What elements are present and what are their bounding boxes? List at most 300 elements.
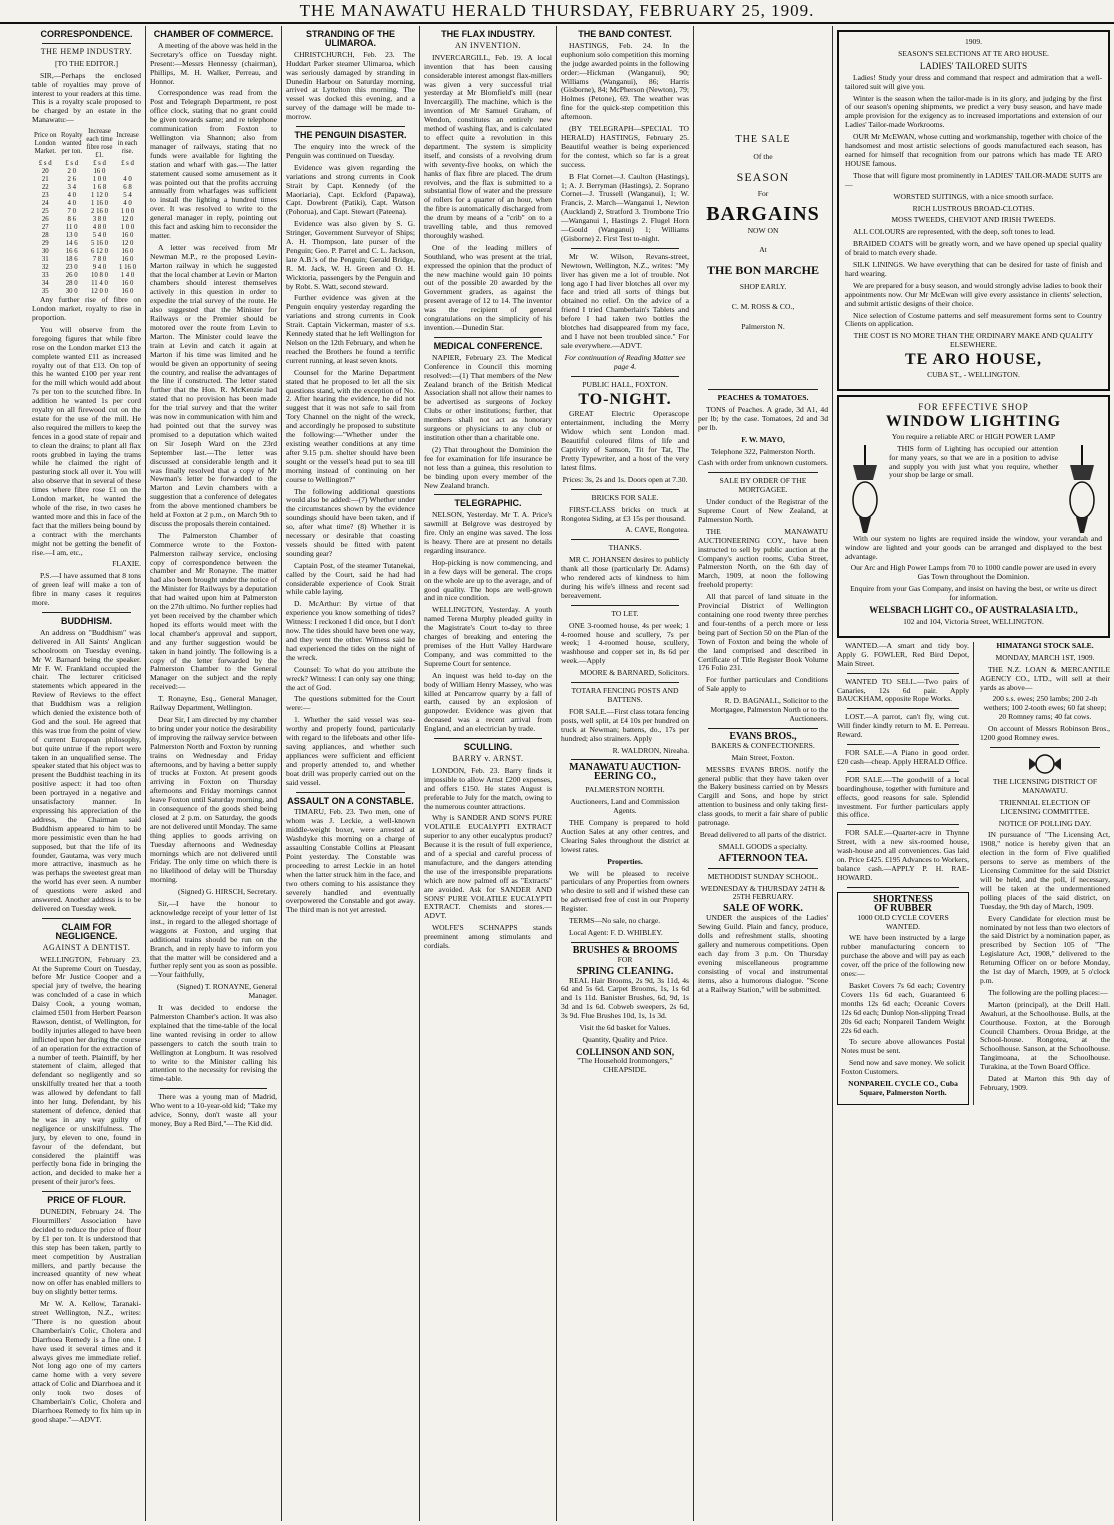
royalty-cell: £ s d — [65, 160, 79, 168]
auction-terms: TERMS—No sale, no charge. — [569, 916, 661, 926]
rule — [571, 605, 679, 606]
royalty-cell: 28 0 — [65, 280, 78, 288]
classified-4: FOR SALE.—A Piano in good order. £20 cash—cheap. Apply HERALD Office. — [837, 748, 969, 766]
rule — [434, 494, 542, 495]
mortgagee-p2: THE MANAWATU AUCTIONEERING COY., have been instructed to sell by public auction at the Company's auction rooms, Cuba Street, Palmerston North, on the 6th day of March, 1909, at noon the following freehold property: — [698, 526, 828, 590]
royalty-cell: 2 6 — [67, 176, 76, 184]
royalty-cell: 6 12 0 — [90, 248, 108, 256]
stranding-p: CHRISTCHURCH, Feb. 23. The Huddart Parker steamer Ulimaroa, which was seriously damaged by stranding in Dunedin Harbour on Saturday morning, arrived at Lyttelton this morning. The vessel was docked this evening, and a survey of the damage will be made to-morrow. — [286, 49, 415, 122]
telegraphic-p6: Hop-picking is now commencing, and in a few days will be general. The crops on the whole are up to the average, and of good quality. The hops are well-grown and in nice condition. — [424, 557, 552, 603]
welsbach-c: You require a reliable ARC or HIGH POWER LAMP — [891, 431, 1056, 441]
heading-assault: ASSAULT ON A CONSTABLE. — [287, 795, 414, 806]
rubber-a: SHORTNESS — [873, 893, 933, 905]
kellow-ad: Mr W. A. Kellow, Taranaki-street Wellington, N.Z., writes: "There is no question about Chamberlain's Colic, Cholera and Diarrhoea Remedy is a fine one. I have used it several times and it always gives me immediate relief. Not long ago one of my carters came home with a very severe attack of Colic and Diarrhoea and it only took two doses of Chamberlain's Colic, Cholera and Diarrhoea Remedy to fix him up in good shape."—ADVT. — [32, 1299, 141, 1424]
rule — [296, 126, 405, 127]
column-3 — [282, 26, 420, 1521]
penguin-p7: The following additional questions would also be added:—(7) Whether under the circumstances shown by the evidence soundings should have been taken, and if so, after what time? (8) Whether it is necessary or desirable that coasting vessels should be fitted with patent sounding gear? — [286, 486, 415, 558]
penguin-p11: The questions submitted for the Court were:— — [286, 694, 415, 713]
mortgagee-p3: All that parcel of land situate in the Provincial District of Wellington containing one rood twenty three perches and four-tenths of a perch more or less being part of Section 50 on the Plan of the Town of Foxton and being the whole of the land comprised and described in Certificate of Title Register Book Volume 176 Folio 231. — [698, 592, 828, 673]
eucalypti-ad: Why is SANDER AND SON'S PURE VOLATILE EUCALYPTI EXTRACT superior to any other eucalyptus product? Because it is the result of full experience, and of a special and careful process of manufacture, and the dangers attending the use of the irresponsible preparations which are now palmed off as "Extracts" are avoided. Ask for SANDER AND SONS' PURE VOLATILE EUCALYPTI EXTRACT. Chemists and stores.—ADVT. — [424, 813, 552, 921]
wilson-ad: Mr W. Wilson, Revans-street, Newtown, Wellington, N.Z., writes: "My liver has given me a lot of trouble. Not long ago I had liver blotches all over my face and tried all sorts of things but obtained no relief. On the advice of a friend I tried Chamberlain's Tablets and before I had taken two bottles the blotches had disappeared from my face, and I have not been troubled since." For sale everywhere.—ADVT. — [561, 251, 689, 350]
classified-2: WANTED TO SELL.—Two pairs of Canaries, 12s 6d pair. Apply BAUCKHAM, opposite Rope Works. — [837, 676, 969, 704]
medical-p3: NAPIER, February 23. The Medical Conference in Council this morning resolved:—(1) That members of the New Zealand branch of the British Medical Association shall not allow their names to be advertised as surgeons of Jockey Clubs or other institutions; further, that members shall not act as honorary surgeons or physicians to any club or institution other than a charitable one. — [424, 352, 552, 442]
auction-body2: We will be pleased to receive particulars of any Properties from owners who desire to sell and if wished these can be advertised free of cost in our Property Register. — [561, 868, 689, 914]
royalty-header: Increase each time fibre rose £1. — [86, 128, 113, 160]
rule — [847, 824, 959, 825]
evans-sub: BAKERS & CONFECTIONERS. — [711, 740, 815, 750]
collinson-sub: "The Household Ironmongers," CHEAPSIDE. — [577, 1055, 673, 1074]
royalty-cell: 26 0 — [65, 272, 78, 280]
masthead: THE MANAWATU HERALD THURSDAY, FEBRUARY 25, 1909. — [0, 0, 1114, 24]
rule — [708, 728, 818, 729]
band-p1: HASTINGS, Feb. 24. In the euphonium solo competition this morning the judge awarded points in the following order:—Hickman (Wanganui), 90; Williams (Wanganui), 86; Harris (Gisborne), 84; McPherson (Newton), 79; Holmes (Petone), 69. The weather was fine for the quick-step competition this afternoon. — [561, 40, 689, 122]
royalty-cell: 1 12 0 — [90, 192, 108, 200]
royalty-cell: 28 — [41, 232, 49, 240]
schnapps-ad: WOLFE'S SCHNAPPS stands preeminent among stimulants and cordials. — [424, 923, 552, 951]
heading-chamber: CHAMBER OF COMMERCE. — [153, 29, 274, 39]
auction-title: MANAWATU AUCTION-EERING CO., — [569, 762, 681, 783]
royalty-cell: 1 16 0 — [90, 200, 108, 208]
royalty-cell: 24 — [41, 200, 49, 208]
royalty-header: Increase in each rise. — [116, 132, 139, 156]
heading-sculling: SCULLING. — [463, 742, 513, 753]
rule — [571, 759, 679, 760]
sale-season: SEASON — [736, 169, 790, 184]
penguin-p3: Evidence was given regarding the variations and strong currents in Cook Strait by Capt. Kennedy (of the Maoriaria), Capt. Eckford (Papawa), Capt. Dowbrent (Patiki), Capt. Watson (Pohorua), and Capt. Stewart (Pateena). — [286, 162, 415, 217]
royalty-cell: 5 4 — [123, 192, 132, 200]
royalty-row — [32, 264, 141, 272]
classified-1: WANTED.—A smart and tidy boy. Apply G. FOWLER, Red Bird Depot, Main Street. — [837, 640, 969, 668]
ross-co: C. M. ROSS & CO., — [731, 302, 795, 312]
classified-3: LOST.—A parrot, can't fly, wing cut. Will finder kindly return to M. E. Perreau. Reward. — [837, 712, 969, 740]
royalty-cell: 30 0 — [65, 288, 78, 296]
welsbach-d: THIS form of Lighting has occupied our attention for many years, so that we are in a position to advise and supply you with just what you require, whether your shop be large or small. — [889, 443, 1058, 480]
classifieds — [837, 642, 974, 1105]
royalty-cell: 22 — [41, 184, 49, 192]
rubber-f: To secure above allowances Postal Notes must be sent. — [841, 1037, 965, 1056]
royalty-cell: 31 — [41, 256, 49, 264]
rule — [847, 744, 959, 745]
himatangi-d: 200 s.s. ewes; 250 lambs; 200 2-th wethers; 100 2-tooth ewes; 60 fat sheep; 20 Romney rams; 40 fat cows. — [983, 694, 1107, 722]
rule — [571, 539, 679, 540]
rule — [708, 389, 818, 390]
royalty-cell: 12 0 0 — [90, 288, 108, 296]
heading-buddhism: BUDDHISM. — [61, 615, 112, 626]
chamber-p3: A letter was received from Mr Newman M.P., re the proposed Levin-Marton railway in which he suggested that the local chamber at Levin or Marton chambers should interest themselves actively in this question in order to expedite the trial survey of the route. He also suggested that the Minister for Railways or the Premier should be motored over the route from Levin to Marton. The Minister could leave the train at Levin and catch it again at Marton if his time was limited and he would be given an opportunity of seeing the country, and realise the advantages of the line if constructed. The letter stated further that the Hon. R. McKenzie had stated that no provision has been made for the trial survey and that the writer was now in communication with him and had pointed out that the survey was promised to a deputation which waited on Sir Joseph Ward on the 23rd September last.—The letter was discussed at considerable length and it was finally resolved that a copy of Mr Newman's letter be forwarded to the Marton and Levin chambers with a suggestion that a conference of delegates from the above mentioned chambers be held at Foxton at 2 p.m., on March 9th to discuss the proposals therein contained. — [150, 242, 277, 528]
mayo-name: F. W. MAYO, — [741, 434, 785, 444]
hall-ad-body: GREAT Electric Operascope entertainment, including the Merry Widow which sent London mad. Beautiful coloured films of life and Captivity of Samson, Tit for Tat, The Pretty Typewriter, and a host of the very latest films. — [561, 409, 689, 472]
tolet-heading: TO LET. — [611, 608, 639, 618]
chamber-p4: The Palmerston Chamber of Commerce wrote to the Foxton-Palmerston railway service, enclosing copy of correspondence between the chamber and Mr Ronayne. The matter had also been brought under the notice of the Minister for Railways by a deputation that had waited upon him at Palmerston on the 27th ultimo. No further replies had yet been received by the chamber which hoped its efforts would meet with the local chamber's approval and support, and any further suggestion would be taken in hand jointly. The following is a copy of the letter forwarded by the Palmerston Chamber to the General Manager on the subject and the reply received:— — [150, 530, 277, 692]
auction-sub: Auctioneers, Land and Commission Agents. — [570, 797, 680, 816]
royalty-cell: 16 0 — [121, 280, 134, 288]
royalty-cell: 7 8 0 — [92, 256, 107, 264]
royalty-cell: £ s d — [38, 160, 52, 168]
royalty-cell: 1 0 0 — [120, 224, 135, 232]
royalty-cell: 18 6 — [65, 256, 78, 264]
peaches-heading: PEACHES & TOMATOES. — [717, 392, 809, 402]
rubber-c: 1000 OLD CYCLE COVERS WANTED. — [857, 912, 949, 931]
thanks-body: MR C. JOHANSEN desires to publicly thank all those (particularly Dr. Adams) who rendered acts of kindness to him during his wife's illness and recent sad bereavement. — [561, 555, 689, 600]
royalty-row — [32, 248, 141, 256]
royalty-row — [32, 160, 141, 168]
evans-name: EVANS BROS., — [729, 730, 797, 742]
royalty-cell: 4 0 — [67, 192, 76, 200]
rule — [160, 1088, 267, 1089]
tolet-body: ONE 3-roomed house, 4s per week; 1 4-roomed house and scullery, 7s per week; 1 4-roomed house, scullery, washhouse and copper set in, 8s 6d per week.—Apply — [561, 620, 689, 666]
royalty-row — [32, 216, 141, 224]
royalty-cell: 16 0 — [121, 256, 134, 264]
penguin-p8: Captain Post, of the steamer Tutanekai, called by the Court, said he had had considerable experience of Cook Strait while cable laying. — [286, 560, 415, 597]
royalty-cell: 4 0 — [123, 176, 132, 184]
heading-negligence: CLAIM FOR NEGLIGENCE. — [55, 921, 118, 941]
continuation-note: For continuation of Reading Matter see page 4. — [564, 352, 686, 371]
te-aro-season: SEASON'S SELECTIONS AT TE ARO HOUSE. — [898, 48, 1049, 58]
rubber-e: Basket Covers 7s 6d each; Coventry Covers 11s 6d each, Guaranteed 6 months 12s 6d each; Oceanic Covers 12s 6d each; Dunlop Non-slipping Tread 20s 6d each; Nonpareil Tandem Weight 22s 6d each. — [841, 980, 965, 1035]
royalty-cell: 12 0 — [121, 240, 134, 248]
royalty-cell: 16 0 — [121, 232, 134, 240]
royalty-row — [32, 240, 141, 248]
royalty-cell: 4 0 — [123, 200, 132, 208]
mayo-phone: Telephone 322, Palmerston North. — [710, 446, 816, 456]
heading-flour: PRICE OF FLOUR. — [47, 1195, 126, 1206]
buddhism-p: An address on "Buddhism" was delivered in All Saints' Anglican schoolroom on Tuesday evening, Mr W. Barnard being the speaker. Mr F. W. Frankland occupied the chair. The lecturer criticised statements which appeared in the Review of Reviews to the effect that Buddhism was a religion which denied the existence both of God and the soul. He agreed that this was true from the point of view of current European philosophy, but quite untrue if the report were taken in an unqualified sense. The speaker stated that his object was to present the Buddhist teaching in its positive aspect: it had too often been portrayed in a negative and unsatisfactory manner. In expressing his appreciation of the address, the Chairman said Buddhism appeared to him to be more pessimistic even than he had supposed, but that the life of its founder, Gautama, was very much more attractive, inasmuch as he was perhaps the sweetest great man the world has ever seen. A number of questions were asked and answered. Another address is to be delivered on Tuesday week. — [32, 627, 141, 913]
penguin-p9: D. McArthur: By virtue of that experience you know something of tides? Witness: I reckoned I did once, but I don't now. The tides should have been one way, and they went the other. Witness said he had experienced the tides on the night of the wreck. — [286, 599, 415, 662]
royalty-cell: 16 0 — [121, 288, 134, 296]
heading-penguin: THE PENGUIN DISASTER. — [294, 130, 407, 141]
heading-telegraphic: TELEGRAPHIC. — [454, 498, 522, 509]
band-p2: (BY TELEGRAPH—SPECIAL TO HERALD) HASTINGS, February 25. Beautiful weather is being experienced for the contest, which so far is a great success. — [561, 124, 689, 169]
sale-bargains: BARGAINS — [706, 202, 820, 225]
royalty-row — [32, 208, 141, 216]
welsbach-a: FOR EFFECTIVE SHOP — [918, 402, 1029, 412]
royalty-row — [32, 200, 141, 208]
sale-for: For — [757, 188, 769, 198]
te-aro-k: ALL COLOURS are represented, with the deep, soft tones to lead. — [853, 227, 1055, 237]
heading-flax: THE FLAX INDUSTRY. — [441, 29, 535, 39]
royalty-cell: 4 0 — [67, 200, 76, 208]
brooms-basket: Visit the 6d basket for Values. — [579, 1023, 671, 1033]
rule — [571, 248, 679, 249]
royalty-cell: 11 0 — [65, 224, 78, 232]
te-aro-l: BRAIDED COATS will be greatly worn, and we have opened up special quality of braid to match every shade. — [845, 239, 1102, 258]
royalty-cell: 20 — [41, 168, 49, 176]
royalty-cell: 3 8 0 — [92, 216, 107, 224]
royalty-cell: 26 — [41, 216, 49, 224]
rubber-ad — [837, 892, 969, 1105]
sale-title: THE SALE — [735, 134, 791, 145]
royalty-cell: 5 4 0 — [92, 232, 107, 240]
royalty-cell: 16 0 — [121, 248, 134, 256]
flax-sub: AN INVENTION. — [454, 40, 522, 50]
royalty-row — [32, 224, 141, 232]
himatangi-a: HIMATANGI STOCK SALE. — [996, 640, 1094, 650]
sculling-sub: BARRY v. ARNST. — [452, 753, 524, 763]
royalty-cell: 16 6 — [65, 248, 78, 256]
chamber-sig3: (Signed) T. RONAYNE, General Manager. — [176, 982, 277, 1001]
licensing-d: IN pursuance of "The Licensing Act, 1908," notice is hereby given that an election in the form of Five qualified persons to serve as members of the Licensing Committee for the said District will be held, and the poll, if necessary, will be taken at the undermentioned polling places of the said district, on Tuesday, the 9th day of March, 1909. — [980, 830, 1110, 911]
royalty-cell: 9 4 0 — [92, 264, 107, 272]
totara-body: FOR SALE.—First class totara fencing posts, well split, at £4 10s per hundred on truck at Newman; battens, do., 17s per hundred; also strainers. Apply — [561, 706, 689, 743]
te-aro-j: MOSS TWEEDS, CHEVIOT AND IRISH TWEEDS. — [891, 215, 1056, 225]
rule — [847, 771, 959, 772]
mortgagee-p4: For further particulars and Conditions of Sale apply to — [698, 675, 828, 694]
licensing-e: Every Candidate for election must be nominated by not less than two electors of the said District by a nomination paper, as prescribed by Section 105 of "The Legislature Act, 1908," delivered to the Returning Officer on or before Monday, the 1st day of March, 1909, at 5 o'clock p.m. — [980, 913, 1110, 985]
hall-ad-prices: Prices: 3s, 2s and 1s. Doors open at 7.30. — [562, 474, 688, 484]
royalty-cell: 30 — [41, 248, 49, 256]
royalty-cell: 2 0 — [67, 168, 76, 176]
rule — [42, 918, 131, 919]
royalty-row — [32, 256, 141, 264]
telegraphic-p8: An inquest was held to-day on the body of William Henry Massey, who was killed at Pencarrow quarry by a fall of earth, caused by an explosion of gunpowder. Evidence was given that deceased was a recent arrival from England, and an electrician by trade. — [424, 670, 552, 734]
columns — [0, 26, 1114, 1521]
rule — [42, 1191, 131, 1192]
classified-6: FOR SALE.—Quarter-acre in Thynne Street, with a new six-roomed house, wash-house and all conveniences. Gas laid on. Price £425. £195 Advances to Workers, balance cash.—APPLY P. H. RAE-HOWARD. — [837, 828, 969, 882]
evans-bread: Bread delivered to all parts of the district. — [699, 829, 827, 839]
te-aro-o: Nice selection of Costume patterns and self measurement forms sent to Country Clients on application. — [845, 310, 1102, 329]
royalty-cell: 1 0 0 — [120, 208, 135, 216]
hemp-ps: P.S.—I have assumed that 8 tons of green leaf will make a ton of fibre in many cases it requires more. — [32, 571, 141, 608]
royalty-cell: 32 — [41, 264, 49, 272]
sale-of-work: SALE OF WORK. — [723, 903, 803, 915]
royalty-cell: £ s d — [121, 160, 134, 168]
tonight-title: TO-NIGHT. — [578, 390, 672, 408]
te-aro-name: TE ARO HOUSE, — [904, 351, 1043, 369]
peaches-body: TONS of Peaches. A grade, 3d A1, 4d per lb; by the case. Tomatoes, 2d and 3d per lb. — [698, 404, 828, 432]
rule — [847, 673, 959, 674]
royalty-cell: 3 4 — [67, 184, 76, 192]
royalty-cell: 29 — [41, 240, 49, 248]
licensing-g: Marton (principal), at the Drill Hall. Awahuri, at the Schoolhouse. Bulls, at the Courthouse. Foxton, at the Borough Council Chambers. Oroua Bridge, at the School-house. Rongotea, at the Schoolhouse. Sanson, at the Schoolhouse. Tangimoana, at the Schoolhouse. Turakina, at the Town Board Office. — [980, 999, 1110, 1072]
band-p3: B Flat Cornet—J. Caulton (Hastings), 1; A. J. Berryman (Hastings), 2. Soprano Cornet—J. Trussell (Wanganui), 1; W. Francis, 2. March—Wanganui 1, Newton (Auckland) 2, Stratford 3. Trombone Trio—Wanganui 1, Hastings 2. Flugel Horn—Gould (Wanganui) 1; Williams (Gisborne) 2. First Test to-night. — [561, 171, 689, 243]
heading-medical: MEDICAL CONFERENCE. — [433, 340, 543, 351]
column-6 — [694, 26, 833, 1521]
royalty-cell: £ s d — [93, 160, 106, 168]
methodist-heading: METHODIST SUNDAY SCHOOL. — [707, 871, 819, 881]
royalty-row — [32, 280, 141, 288]
bricks-body: FIRST-CLASS bricks on truck at Rongotea Siding, at £3 15s per thousand. — [561, 504, 689, 523]
heading-band: THE BAND CONTEST. — [578, 29, 672, 39]
sale-now-on: NOW ON — [747, 225, 779, 235]
royalty-row — [32, 176, 141, 184]
rule — [571, 682, 679, 683]
column-2 — [146, 26, 282, 1521]
mortgagee-p1: Under conduct of the Registrar of the Supreme Court of New Zealand, at Palmerston North. — [698, 497, 828, 524]
rule — [847, 887, 959, 888]
te-aro-f: OUR Mr McEWAN, whose cutting and workmanship, together with choice of the handsomest and most artistic selections of goods manufactured each season, has earned for himself that recognition from our patrons which has made TE ARO HOUSE famous. — [845, 132, 1102, 168]
column-4 — [420, 26, 557, 1521]
column-5 — [557, 26, 694, 1521]
himatangi-c: THE N.Z. LOAN & MERCANTILE AGENCY CO., LTD., will sell at their yards as above— — [980, 664, 1110, 692]
royalty-table — [32, 128, 141, 296]
royalty-rows — [32, 160, 141, 296]
royalty-cell — [114, 168, 141, 176]
royalty-cell: 10 8 0 — [90, 272, 108, 280]
royalty-cell: 2 16 0 — [90, 208, 108, 216]
auction-body: THE Company is prepared to hold Auction Sales at any other centres, and Clearing Sales throughout the district at lowest rates. — [561, 817, 689, 854]
mayo-cash: Cash with order from unknown customers. — [698, 458, 828, 468]
collinson-name: COLLINSON AND SON, — [575, 1046, 675, 1057]
notices — [980, 642, 1110, 1105]
royalty-header: Royalty wanted per ton. — [60, 132, 83, 156]
licensing-c: NOTICE OF POLLING DAY. — [998, 818, 1092, 828]
licensing-f: The following are the polling places:— — [988, 987, 1108, 997]
rubber-d: WE have been instructed by a large rubber manufacturing concern to purchase the above and will pay as each cover, off the price of the following new ones:— — [841, 933, 965, 979]
chamber-sig1: T. Ronayne, Esq., General Manager, Railway Department, Wellington. — [150, 694, 277, 713]
rule — [847, 708, 959, 709]
methodist-body: UNDER the auspices of the Ladies' Sewing Guild. Plain and fancy, produce, dolls and refreshment stalls, shooting gallery and numerous competitions. Open each day from 3 p.m. On Thursday evening miscellaneous programme consisting of vocal and instrumental items, also a humorous dialogue. "Scene at a Railway Station," will be submitted. — [698, 913, 828, 994]
licensing-a: THE LICENSING DISTRICT OF MANAWATU. — [992, 776, 1098, 795]
chamber-p6: Sir,—I have the honour to acknowledge receipt of your letter of 1st inst., in regard to the alleged shortage of waggons at Foxton, and urging that additional trains should be run on the Branch, and in reply have to inform you that the matter will be considered and a further reply sent you as soon as possible.—Your faithfully, — [150, 899, 277, 980]
te-aro-year: 1909. — [964, 37, 983, 46]
negligence-sub: AGAINST A DENTIST. — [42, 942, 131, 952]
te-aro-addr: CUBA ST., - WELLINGTON. — [927, 370, 1020, 380]
telegraphic-p5: NELSON, Yesterday. Mr T. A. Price's sawmill at Belgrove was destroyed by fire. Only an engine was saved. The loss is heavy. There are at present no details regarding insurance. — [424, 510, 552, 555]
brooms-spring: SPRING CLEANING. — [576, 965, 674, 977]
te-aro-e: Winter is the season when the tailor-made is in its glory, and judging by the first of our season's opening shipments, we predict a very busy season, and have made ample provision for the exigency as to increased importations and extension of our Ladies' Tailor-made Workrooms. — [845, 93, 1102, 130]
himatangi-b: MONDAY, MARCH 1ST, 1909. — [995, 652, 1095, 662]
welsbach-e: With our system no lights are required inside the window, your verandah and window are lighted and your goods can be arranged and displayed to the best advantage. — [845, 533, 1102, 561]
welsbach-g: Enquire from your Gas Company, and insist on having the best, or write us direct for information. — [850, 584, 1097, 603]
te-aro-d: Ladies! Study your dress and command that respect and admiration that a well-tailored suit will give you. — [845, 72, 1102, 91]
royalty-cell: 7 0 — [67, 208, 76, 216]
auction-agent: Local Agent: F. D. WHIBLEY. — [569, 927, 663, 937]
lamp-icon — [1062, 445, 1102, 535]
column-1 — [28, 26, 146, 1521]
rubber-h: NONPAREIL CYCLE CO., Cuba Square, Palmerston North. — [848, 1079, 958, 1097]
royalty-cell: 1 4 0 — [120, 272, 135, 280]
rule — [571, 942, 679, 943]
royalty-cell: 12 0 — [121, 216, 134, 224]
madrid-ad: There was a young man of Madrid, Who went to a 10-year-old kid; "Take my advice, Sonny, don't waste all your money, Buy a Red Bird,"—The Kid did. — [150, 1092, 277, 1128]
royalty-header: Price on London Market. — [34, 132, 57, 156]
te-aro-m: SILK LININGS. We have everything that can be desired for taste of finish and hard wearing. — [845, 260, 1102, 278]
royalty-cell: 27 — [41, 224, 49, 232]
rubber-g: Send now and save money. We solicit Foxton Customers. — [841, 1058, 965, 1077]
bon-marche: THE BON MARCHE — [706, 263, 819, 278]
window-lighting: WINDOW LIGHTING — [885, 412, 1062, 430]
negligence-p: WELLINGTON, February 23. At the Supreme Court on Tuesday, before Mr Justice Cooper and a special jury of twelve, the hearing was concluded of a case in which Daisy Cook, a young woman, claimed £501 from Herbert Pearson Rawson, dentist, of Wellington, for bodily injuries alleged to have been inflicted upon her during the course of an operation for the extraction of a number of teeth. Plaintiff, by her statement of claim, alleged that defendant so negligently and so unskilfully treated her that a tooth was allowed by defendant to fall into her lung. Defendant, by his statement of defence, denied that he was in any way guilty of negligence or unskilfulness. The jury, by eleven to one, found in favour of the defendant, but considered the plaintiff was perfectly bona fide in bringing the action, and decided to make her a present of their juror's fees. — [32, 954, 141, 1187]
coat-of-arms-icon — [1025, 752, 1065, 776]
classified-5: FOR SALE.—The goodwill of a local boardinghouse, together with furniture and effects, good reasons for sale. Splendid investment. For further particulars apply this office. — [837, 774, 969, 820]
rubber-b: OF RUBBER — [874, 902, 932, 914]
tolet-sig: MOORE & BARNARD, Solicitors. — [579, 668, 689, 678]
mortgagee-sig: R. D. BAGNALL, Solicitor to the Mortgagee, Palmerston North or to the Auctioneers. — [710, 696, 828, 723]
royalty-cell: 1 16 0 — [119, 264, 136, 272]
penguin-p12: 1. Whether the said vessel was sea-worthy and properly found, particularly with regard to the lifeboats and other life-saving appliances, and whether such appliances were sufficient and efficient and properly attended to, and whether boat drill was properly carried out on the said vessel. — [286, 715, 415, 787]
evans-addr: Main Street, Foxton. — [731, 752, 795, 762]
rule — [708, 472, 818, 473]
to-editor: [TO THE EDITOR.] — [54, 58, 119, 68]
rule — [42, 612, 131, 613]
himatangi-e: On account of Messrs Robinson Bros., 1200 good Romney ewes. — [980, 724, 1110, 743]
royalty-row — [32, 232, 141, 240]
licensing-h: Dated at Marton this 9th day of February, 1909. — [980, 1074, 1110, 1092]
royalty-cell: 13 0 — [65, 232, 78, 240]
royalty-cell: 21 — [41, 176, 49, 184]
column-7 — [833, 26, 1114, 1521]
flour-p: DUNEDIN, February 24. The Flourmillers' Association have decided to reduce the price of flour by £1 per ton. It is understood that this step has been taken, partly to meet competition by Australian millers, and partly because the increased quantity of new wheat now on offer has enabled millers to buy on slightly better terms. — [32, 1207, 141, 1297]
chamber-p2: Correspondence was read from the Post and Telegraph Department, re post office clock, stating that no grant could be given towards same; and re telephone communication from Foxton to Wellington via Shannon; also from manager of railways, stating that no funds were available for lighting the station and wharf with gas.—The latter statement caused some amusement as it was pointed out that the profits accruing annually from wharfages was sufficient to install the lighting a hundred times over. It was resolved to write to the general manager in reply, pointing out this fact and asking him to reconsider the matter. — [150, 88, 277, 240]
hall-ad-heading: PUBLIC HALL, FOXTON. — [582, 379, 668, 389]
hemp-p3: You will observe from the foregoing figures that while fibre rose on the London market £13 the complete wanted £11 as increased royalty out of that £13. On top of this he wanted £100 per year rent for the mill which would add about 7s per ton to the scutched fibre. In addition he wanted 1s per cord royalty on all firewood cut on the estate for the use of the mill. He also required the millers to keep the fences in a good state of repair and to clean the drains; to plant all flax roots grubbed in laying the trams while he claimed the right of pasturing stock all over it. You will also observe that in several of these times where fibre rose £1 on the London market, he wanted the whole of the rise, in two cases he wanted more and this in face of the fact that the millers being bound by a contract with the merchants might not be getting the benefit of rise.—I am, etc., — [32, 324, 141, 557]
brooms-title: BRUSHES & BROOMS — [572, 944, 678, 956]
royalty-cell: 35 — [41, 288, 49, 296]
rule — [296, 792, 405, 793]
chamber-p7: It was decided to endorse the Palmerston Chamber's action. It was also explained that the time-table of the local line wanted revising in order to allow passengers to catch the south train to Wellington at Longburn. It was resolved to write to the Minister calling his attention to the necessity for revising the time-table. — [150, 1003, 277, 1084]
royalty-cell: 1 6 8 — [92, 184, 107, 192]
te-aro-ad — [837, 30, 1110, 391]
royalty-row — [32, 272, 141, 280]
royalty-cell: 1 0 0 — [92, 176, 107, 184]
rule — [434, 738, 542, 739]
penguin-p10: Counsel: To what do you attribute the wreck? Witness: I can only say one thing; the act of God. — [286, 664, 415, 692]
flax-p2: One of the leading millers of Southland, who was present at the trial, expressed the opinion that the product of the new machine would gain 10 points out of the possible 20 awarded by the Government graders, as against the present average of 12 to 14. The inventor was the recipient of general congratulations on the simplicity of his invention.—Dunedin Star. — [424, 242, 552, 332]
te-aro-n: We are prepared for a busy season, and would strongly advise ladies to book their appointments now. Our Mr McEwan will give every assistance in clients' selection, and submit artistic designs of their choice. — [845, 280, 1102, 308]
te-aro-g: Those that will figure most prominently in LADIES' TAILOR-MADE SUITS are— — [845, 170, 1102, 189]
te-aro-suits: LADIES' TAILORED SUITS — [919, 60, 1028, 71]
chamber-sig2: (Signed) G. HIRSCH, Secretary. — [177, 887, 277, 897]
totara-heading: TOTARA FENCING POSTS AND BATTENS. — [571, 686, 679, 704]
evans-body: MESSRS EVANS BROS. notify the general public that they have taken over the Bakery business carried on by Messrs Cargill and Sons, and hope by strict attention to business and only taking first-class goods, to merit a fair share of public patronage. — [698, 764, 828, 828]
royalty-cell: 4 8 0 — [92, 224, 107, 232]
rule — [434, 337, 542, 338]
telegraphic-p7: WELLINGTON, Yesterday. A youth named Terena Murphy pleaded guilty in the Magistrate's Court to-day to three charges of breaking and entering the premises of the Hutt Valley Hardware Company, and was committed to the Supreme Court for sentence. — [424, 605, 552, 668]
lamp-row — [845, 445, 1102, 535]
signature-flaxie: FLAXIE. — [112, 559, 141, 569]
royalty-cell: 25 — [41, 208, 49, 216]
rule — [708, 868, 818, 869]
royalty-cell: 6 8 — [123, 184, 132, 192]
royalty-cell: 33 — [41, 272, 49, 280]
bricks-heading: BRICKS FOR SALE. — [591, 492, 659, 502]
royalty-cell: 23 — [41, 192, 49, 200]
royalty-cell: 23 0 — [65, 264, 78, 272]
rule — [42, 43, 131, 44]
penguin-p4: Evidence was also given by S. G. Stringer, Government Surveyor of Ships; A. H. Thompson, late purser of the Penguin; Geo. P. Parrel and C. L. Jackson, late A.B.'s of the Penguin; Gerald Bridge, R. M. Jack, W. H. Green and O. H. Wicktoria, passengers by the Penguin and by Robt. S. Watt, second steward. — [286, 219, 415, 291]
sale-at: At — [759, 245, 767, 255]
palmerston: Palmerston N. — [741, 322, 785, 332]
totara-sig: R. WALDRON, Nireaha. — [612, 745, 689, 755]
royalty-cell: 16 0 — [93, 168, 106, 176]
assault-p: TIMARU, Feb. 23. Two men, one of whom was J. Leckie, a well-known middle-weight boxer, were arrested at Washdyke this morning on a charge of assaulting Constable Collins at Pleasant Point yesterday. The Constable was proceeding to arrest Leckie in an hotel when the latter struck him in the face, and two others coming to his assistance they severely handled and eventually overpowered the Constable and got away. The third man is not yet arrested. — [286, 807, 415, 915]
heading-stranding: STRANDING OF THE ULIMAROA. — [306, 29, 395, 48]
royalty-cell: 34 — [41, 280, 49, 288]
rule — [571, 376, 679, 377]
royalty-row — [32, 192, 141, 200]
hemp-p1: SIR,—Perhaps the enclosed table of royalties may prove of interest to your readers at this time. This is a royalty scale proposed to be charged by an estate in the Manawatu:— — [32, 70, 141, 125]
medical-p4: (2) That throughout the Dominion the fee for examination for life insurance be not less than a guinea, this resolution to be binding upon every member of the New Zealand branch. — [424, 444, 552, 490]
brooms-for: FOR — [617, 954, 633, 964]
afternoon-tea: AFTERNOON TEA. — [718, 852, 808, 864]
brooms-body: REAL Hair Brooms, 2s 9d, 3s 11d, 4s 6d and 5s 6d. Carpet Brooms, 1s, 1s 6d and 1s 11d. Banister Brushes, 6d, 9d, 1s 3d and 1s 6d. Cobweb sweepers, 2s 6d, 3s 9d. Flue Brushes 10d, 1s, 1s 3d. — [561, 975, 689, 1021]
royalty-cell: 8 6 — [67, 216, 76, 224]
rule — [990, 747, 1100, 748]
shop-early: SHOP EARLY. — [739, 282, 787, 292]
royalty-cell: 11 4 0 — [91, 280, 108, 288]
hemp-title: THE HEMP INDUSTRY. — [40, 46, 133, 56]
auction-place: PALMERSTON NORTH. — [585, 785, 665, 795]
te-aro-h: WORSTED SUITINGS, with a nice smooth surface. — [893, 191, 1054, 201]
heading-correspondence: CORRESPONDENCE. — [40, 29, 133, 39]
welsbach-ad — [837, 395, 1110, 638]
thanks-heading: THANKS. — [608, 543, 642, 553]
mortgagee-heading: SALE BY ORDER OF THE MORTGAGEE. — [719, 476, 807, 495]
chamber-p1: A meeting of the above was held in the Secretary's office on Tuesday night. Present:—Messrs Hennessy (chairman), Phillips, M. H. Walker, Perreau, and Honnor. — [150, 40, 277, 86]
welsbach-h: WELSBACH LIGHT CO., OF AUSTRALASIA LTD., — [869, 605, 1078, 616]
penguin-p5: Further evidence was given at the Penguin enquiry yesterday regarding the variations and strong currents in Cook Strait. Captain Vickerman, master of s.s. Kennedy stated that he left Wellington for Nelson on the 12th February, and when he reached the Brothers he found a terrific current running, at least seven knots. — [286, 293, 415, 365]
licensing-b: TRIENNIAL ELECTION OF LICENSING COMMITTEE. — [999, 797, 1091, 816]
